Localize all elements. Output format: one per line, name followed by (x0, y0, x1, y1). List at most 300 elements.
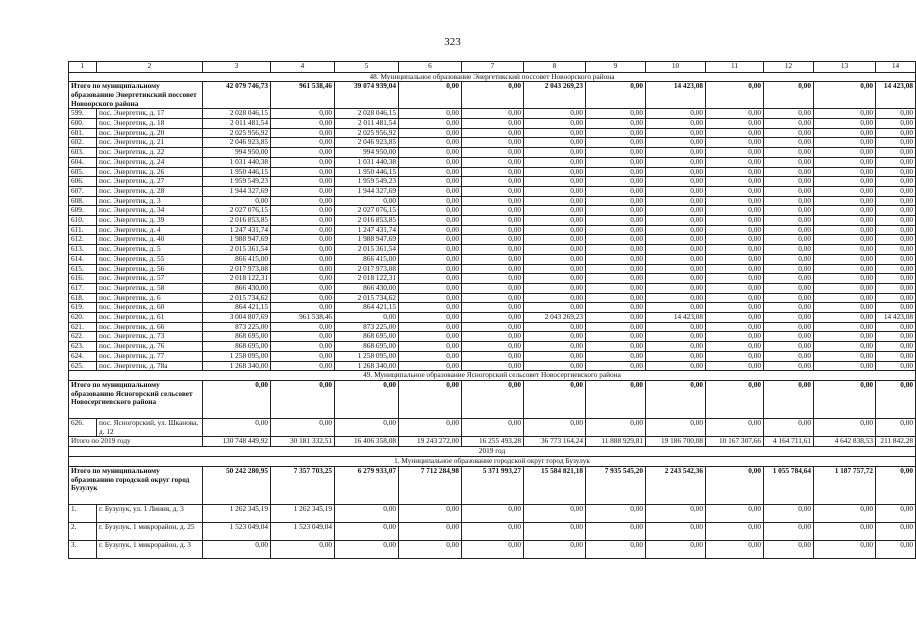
table-cell: 0,00 (586, 82, 646, 109)
table-cell: 0,00 (876, 274, 916, 284)
table-cell: 1 247 431,74 (203, 225, 271, 235)
table-cell: 0,00 (586, 216, 646, 226)
table-cell: 0,00 (271, 206, 335, 216)
table-cell: 0,00 (876, 254, 916, 264)
table-cell: 0,00 (335, 381, 399, 419)
table-cell: Итого по 2019 году (69, 437, 203, 447)
table-cell: 2 018 122,31 (335, 274, 399, 284)
table-cell: Итого по муниципальному образованию Энергетикский поссовет Новоорского района (69, 82, 203, 109)
table-cell: 0,00 (399, 419, 462, 437)
table-cell: 0,00 (271, 225, 335, 235)
table-cell: 0,00 (462, 504, 524, 522)
table-cell: 0,00 (706, 522, 764, 540)
table-cell: 0,00 (586, 177, 646, 187)
table-cell: 0,00 (586, 148, 646, 158)
table-cell: 7 712 284,98 (399, 466, 462, 504)
table-cell: 617. (69, 283, 97, 293)
table-cell: 1 258 095,00 (335, 351, 399, 361)
table-cell: 0,00 (203, 540, 271, 558)
table-row (69, 138, 916, 148)
table-cell: пос. Энергетик, д. 61 (97, 313, 203, 323)
table-row (69, 504, 916, 522)
table-cell: 0,00 (335, 419, 399, 437)
table-cell: 0,00 (462, 522, 524, 540)
table-cell: 0,00 (524, 322, 586, 332)
table-cell: 612. (69, 235, 97, 245)
table-cell: 0,00 (586, 264, 646, 274)
table-cell: 0,00 (706, 128, 764, 138)
table-cell: 0,00 (271, 138, 335, 148)
table-cell: 0,00 (335, 522, 399, 540)
table-cell: 2. (69, 522, 97, 540)
table-cell: 0,00 (399, 303, 462, 313)
table-cell: 6 (399, 62, 462, 73)
table-cell: 2 015 361,54 (335, 245, 399, 255)
section-total-row (69, 82, 916, 109)
table-cell: 0,00 (814, 419, 876, 437)
table-cell: 0,00 (876, 283, 916, 293)
table-cell: 0,00 (271, 264, 335, 274)
table-row (69, 522, 916, 540)
table-cell: 0,00 (271, 186, 335, 196)
table-cell: 0,00 (876, 167, 916, 177)
table-cell: 0,00 (462, 381, 524, 419)
table-cell: 0,00 (814, 245, 876, 255)
table-cell: 2 027 076,15 (335, 206, 399, 216)
table-cell: 0,00 (876, 322, 916, 332)
table-cell: Итого по муниципальному образованию городской округ город Бузулук (69, 466, 203, 504)
table-cell: 0,00 (399, 138, 462, 148)
table-row (69, 342, 916, 352)
table-cell: 600. (69, 119, 97, 129)
table-cell: 2 046 923,85 (203, 138, 271, 148)
table-cell: 0,00 (876, 235, 916, 245)
table-cell: 0,00 (814, 157, 876, 167)
table-cell: 0,00 (646, 540, 706, 558)
table-cell: 0,00 (586, 381, 646, 419)
table-cell: пос. Энергетик, д. 20 (97, 128, 203, 138)
table-cell: 1 950 446,15 (335, 167, 399, 177)
table-cell: 0,00 (462, 177, 524, 187)
table-cell: 0,00 (399, 522, 462, 540)
table-cell: 2 016 853,85 (203, 216, 271, 226)
table-cell: 610. (69, 216, 97, 226)
table-cell: 0,00 (462, 342, 524, 352)
table-cell: 0,00 (646, 332, 706, 342)
table-cell: 601. (69, 128, 97, 138)
table-cell: 3. (69, 540, 97, 558)
table-row (69, 351, 916, 361)
table-cell: 0,00 (586, 225, 646, 235)
table-cell: 0,00 (271, 245, 335, 255)
table-cell: 0,00 (271, 196, 335, 206)
table-cell: 866 430,00 (203, 283, 271, 293)
table-cell: 0,00 (462, 419, 524, 437)
table-cell: 0,00 (646, 138, 706, 148)
table-cell: 0,00 (876, 361, 916, 371)
table-cell: 0,00 (814, 196, 876, 206)
table-cell: 16 406 358,08 (335, 437, 399, 447)
table-cell: 0,00 (764, 138, 814, 148)
table-cell: 0,00 (764, 148, 814, 158)
table-cell: 0,00 (586, 196, 646, 206)
table-cell: 0,00 (271, 274, 335, 284)
table-cell: 0,00 (814, 109, 876, 119)
table-cell: 0,00 (524, 186, 586, 196)
table-row (69, 303, 916, 313)
table-cell: 620. (69, 313, 97, 323)
table-cell: 0,00 (335, 313, 399, 323)
table-cell: 0,00 (764, 293, 814, 303)
table-cell: 0,00 (462, 235, 524, 245)
table-cell: 0,00 (586, 119, 646, 129)
table-cell: 2 (97, 62, 203, 73)
table-cell: 0,00 (814, 82, 876, 109)
table-cell: 0,00 (271, 540, 335, 558)
table-cell: 0,00 (271, 351, 335, 361)
table-cell: 1 988 947,69 (203, 235, 271, 245)
table-cell: 0,00 (646, 235, 706, 245)
table-cell: 1 950 446,15 (203, 167, 271, 177)
table-cell: 0,00 (876, 303, 916, 313)
table-cell: 0,00 (706, 332, 764, 342)
table-row (69, 167, 916, 177)
table-row (69, 216, 916, 226)
table-cell: 0,00 (876, 264, 916, 274)
table-cell: 14 423,08 (876, 313, 916, 323)
table-cell: 10 167 307,66 (706, 437, 764, 447)
table-cell: 0,00 (814, 293, 876, 303)
table-cell: 0,00 (586, 167, 646, 177)
table-row (69, 322, 916, 332)
table-cell: пос. Энергетик, д. 24 (97, 157, 203, 167)
table-cell: 0,00 (706, 138, 764, 148)
table-cell: 0,00 (814, 148, 876, 158)
table-cell: 0,00 (764, 109, 814, 119)
table-cell: 0,00 (814, 128, 876, 138)
table-cell: 0,00 (462, 138, 524, 148)
table-cell: 5 (335, 62, 399, 73)
table-cell: пос. Энергетик, д. 55 (97, 254, 203, 264)
table-cell: 0,00 (524, 303, 586, 313)
table-cell: 961 538,46 (271, 313, 335, 323)
table-cell: 1 268 340,00 (203, 361, 271, 371)
section-title-row (69, 72, 916, 82)
table-cell: 0,00 (876, 206, 916, 216)
table-cell: 0,00 (764, 264, 814, 274)
table-cell: 10 (646, 62, 706, 73)
table-body (69, 62, 916, 559)
table-cell: 0,00 (646, 274, 706, 284)
table-cell: 0,00 (814, 274, 876, 284)
table-cell: 0,00 (706, 109, 764, 119)
table-cell: 0,00 (764, 322, 814, 332)
table-cell: 0,00 (876, 466, 916, 504)
table-cell: 0,00 (706, 293, 764, 303)
table-cell: 0,00 (586, 351, 646, 361)
table-cell: пос. Энергетик, д. 22 (97, 148, 203, 158)
table-cell: 1 268 340,00 (335, 361, 399, 371)
table-cell: 0,00 (271, 254, 335, 264)
table-cell: 0,00 (524, 225, 586, 235)
table-cell: 0,00 (876, 522, 916, 540)
table-cell: 0,00 (764, 522, 814, 540)
table-cell: 0,00 (586, 540, 646, 558)
table-cell: пос. Энергетик, д. 6 (97, 293, 203, 303)
section-title-row (69, 371, 916, 381)
table-cell: 864 421,15 (203, 303, 271, 313)
table-cell: 0,00 (646, 177, 706, 187)
table-cell: пос. Энергетик, д. 77 (97, 351, 203, 361)
table-cell: 4 164 711,61 (764, 437, 814, 447)
table-row (69, 148, 916, 158)
table-cell: 0,00 (399, 109, 462, 119)
table-cell: пос. Энергетик, д. 27 (97, 177, 203, 187)
table-cell: 624. (69, 351, 97, 361)
table-cell: 0,00 (462, 274, 524, 284)
table-cell: 0,00 (462, 148, 524, 158)
table-cell: 0,00 (462, 254, 524, 264)
table-cell: пос. Энергетик, д. 28 (97, 186, 203, 196)
table-cell: 0,00 (646, 351, 706, 361)
table-cell: 626. (69, 419, 97, 437)
table-cell: 0,00 (876, 186, 916, 196)
table-cell: 623. (69, 342, 97, 352)
table-cell: 0,00 (814, 381, 876, 419)
table-cell: 618. (69, 293, 97, 303)
table-cell: 0,00 (399, 361, 462, 371)
table-cell: пос. Энергетик, д. 40 (97, 235, 203, 245)
table-cell: 0,00 (814, 119, 876, 129)
table-cell: 0,00 (586, 504, 646, 522)
table-cell: 0,00 (764, 235, 814, 245)
table-cell: 19 186 700,08 (646, 437, 706, 447)
table-cell: 0,00 (876, 157, 916, 167)
table-cell: 0,00 (462, 351, 524, 361)
table-cell: 0,00 (524, 522, 586, 540)
table-cell: 0,00 (706, 419, 764, 437)
table-cell: 48. Муниципальное образование Энергетикский поссовет Новоорского района (69, 72, 916, 82)
table-cell: 0,00 (706, 540, 764, 558)
table-cell: 0,00 (524, 293, 586, 303)
table-cell: 0,00 (586, 157, 646, 167)
table-cell: 0,00 (462, 186, 524, 196)
table-cell: 0,00 (706, 167, 764, 177)
year-total-row (69, 437, 916, 447)
table-cell: 0,00 (462, 82, 524, 109)
table-cell: 2 043 269,23 (524, 82, 586, 109)
table-cell: 0,00 (524, 206, 586, 216)
table-cell: 5 371 993,27 (462, 466, 524, 504)
table-cell: 0,00 (646, 167, 706, 177)
table-cell: 0,00 (524, 361, 586, 371)
table-cell: 0,00 (462, 216, 524, 226)
table-cell: 0,00 (462, 361, 524, 371)
table-cell: 0,00 (764, 186, 814, 196)
table-cell: 0,00 (399, 177, 462, 187)
table-cell: 0,00 (271, 419, 335, 437)
table-row (69, 293, 916, 303)
table-cell: 0,00 (271, 332, 335, 342)
table-cell: 0,00 (876, 225, 916, 235)
table-cell: 16 255 493,28 (462, 437, 524, 447)
table-cell: 0,00 (814, 313, 876, 323)
table-row (69, 186, 916, 196)
table-cell: 0,00 (706, 119, 764, 129)
table-cell: 0,00 (764, 206, 814, 216)
table-cell: 0,00 (876, 351, 916, 361)
table-cell: пос. Энергетик, д. 3 (97, 196, 203, 206)
table-cell: 2019 год (69, 447, 916, 457)
table-cell: 2 043 269,23 (524, 313, 586, 323)
table-cell: 0,00 (335, 540, 399, 558)
table-cell: 614. (69, 254, 97, 264)
table-cell: 1 944 327,69 (203, 186, 271, 196)
table-cell: 0,00 (586, 342, 646, 352)
table-cell: 0,00 (586, 361, 646, 371)
table-cell: пос. Энергетик, д. 5 (97, 245, 203, 255)
table-cell: 9 (586, 62, 646, 73)
table-cell: 2 011 481,54 (335, 119, 399, 129)
table-cell: 0,00 (586, 313, 646, 323)
table-row (69, 332, 916, 342)
table-cell: 0,00 (706, 245, 764, 255)
table-cell: 0,00 (706, 264, 764, 274)
table-cell: 0,00 (814, 322, 876, 332)
table-cell: 0,00 (646, 109, 706, 119)
table-cell: 0,00 (814, 206, 876, 216)
table-cell: 0,00 (462, 157, 524, 167)
table-row (69, 274, 916, 284)
table-cell: 607. (69, 186, 97, 196)
table-cell: 0,00 (876, 138, 916, 148)
table-cell: 0,00 (646, 157, 706, 167)
table-cell: 2 015 734,62 (203, 293, 271, 303)
table-cell: 0,00 (814, 351, 876, 361)
table-cell: 0,00 (646, 419, 706, 437)
table-cell: 2 028 046,15 (335, 109, 399, 119)
table-cell: 0,00 (706, 177, 764, 187)
table-cell: 11 (706, 62, 764, 73)
table-cell: 606. (69, 177, 97, 187)
table-cell: 0,00 (586, 109, 646, 119)
table-cell: 0,00 (814, 504, 876, 522)
table-cell: 0,00 (524, 128, 586, 138)
table-cell: 0,00 (706, 206, 764, 216)
table-cell: 0,00 (524, 138, 586, 148)
table-cell: 0,00 (646, 254, 706, 264)
table-cell: 0,00 (271, 148, 335, 158)
table-cell: 873 225,00 (203, 322, 271, 332)
table-row (69, 235, 916, 245)
table-cell: 0,00 (876, 342, 916, 352)
table-cell: 0,00 (586, 303, 646, 313)
table-cell: 0,00 (462, 167, 524, 177)
table-cell: 605. (69, 167, 97, 177)
table-cell: 0,00 (399, 322, 462, 332)
table-cell: 2 016 853,85 (335, 216, 399, 226)
table-cell: пос. Энергетик, д. 73 (97, 332, 203, 342)
table-cell: 868 695,00 (203, 332, 271, 342)
table-cell: 0,00 (399, 274, 462, 284)
table-cell: 0,00 (764, 332, 814, 342)
table-cell: 0,00 (399, 206, 462, 216)
table-cell: 0,00 (876, 381, 916, 419)
table-cell: 0,00 (706, 504, 764, 522)
table-cell: 0,00 (399, 225, 462, 235)
table-cell: 1 262 345,19 (203, 504, 271, 522)
table-cell: 0,00 (706, 235, 764, 245)
table-cell: 0,00 (399, 245, 462, 255)
table-row (69, 109, 916, 119)
table-cell: 1 247 431,74 (335, 225, 399, 235)
table-cell: 2 027 076,15 (203, 206, 271, 216)
table-cell: 0,00 (271, 177, 335, 187)
table-cell: 0,00 (586, 186, 646, 196)
table-cell: 0,00 (876, 504, 916, 522)
table-cell: 0,00 (524, 235, 586, 245)
table-cell: пос. Энергетик, д. 60 (97, 303, 203, 313)
table-cell: 0,00 (814, 177, 876, 187)
table-cell: 0,00 (462, 322, 524, 332)
table-cell: 0,00 (876, 119, 916, 129)
table-cell: 0,00 (399, 157, 462, 167)
table-cell: 868 695,00 (203, 342, 271, 352)
table-cell: 1 959 549,23 (203, 177, 271, 187)
table-cell: 866 430,00 (335, 283, 399, 293)
table-cell: 0,00 (764, 216, 814, 226)
table-cell: 0,00 (399, 216, 462, 226)
table-cell: 1. Муниципальное образование городской округ город Бузулук (69, 457, 916, 467)
table-cell: 616. (69, 274, 97, 284)
table-cell: 0,00 (335, 504, 399, 522)
table-cell: 0,00 (646, 381, 706, 419)
table-cell: 2 017 973,08 (335, 264, 399, 274)
table-cell: пос. Энергетик, д. 18 (97, 119, 203, 129)
table-cell: 0,00 (586, 322, 646, 332)
table-cell: 0,00 (335, 196, 399, 206)
table-cell: 1 523 049,04 (203, 522, 271, 540)
table-cell: 0,00 (876, 419, 916, 437)
table-cell: 2 025 956,92 (203, 128, 271, 138)
table-cell: 0,00 (764, 303, 814, 313)
table-cell: 50 242 280,95 (203, 466, 271, 504)
table-cell: пос. Энергетик, д. 26 (97, 167, 203, 177)
table-cell: 0,00 (524, 419, 586, 437)
table-cell: 868 695,00 (335, 342, 399, 352)
table-cell: 4 642 838,53 (814, 437, 876, 447)
table-cell: 0,00 (646, 216, 706, 226)
table-cell: 0,00 (524, 196, 586, 206)
table-cell: 0,00 (646, 245, 706, 255)
table-cell: 0,00 (876, 196, 916, 206)
table-row (69, 254, 916, 264)
table-cell: 622. (69, 332, 97, 342)
table-cell: 0,00 (462, 206, 524, 216)
table-cell: 0,00 (764, 419, 814, 437)
table-cell: 0,00 (271, 303, 335, 313)
table-cell: 866 415,00 (335, 254, 399, 264)
table-cell: 0,00 (399, 313, 462, 323)
section-title-row (69, 457, 916, 467)
table-cell: 0,00 (399, 119, 462, 129)
table-cell: пос. Энергетик, д. 57 (97, 274, 203, 284)
table-cell: 0,00 (876, 109, 916, 119)
table-cell: 0,00 (706, 313, 764, 323)
table-cell: пос. Энергетик, д. 21 (97, 138, 203, 148)
table-cell: 0,00 (586, 206, 646, 216)
table-cell: 0,00 (271, 342, 335, 352)
